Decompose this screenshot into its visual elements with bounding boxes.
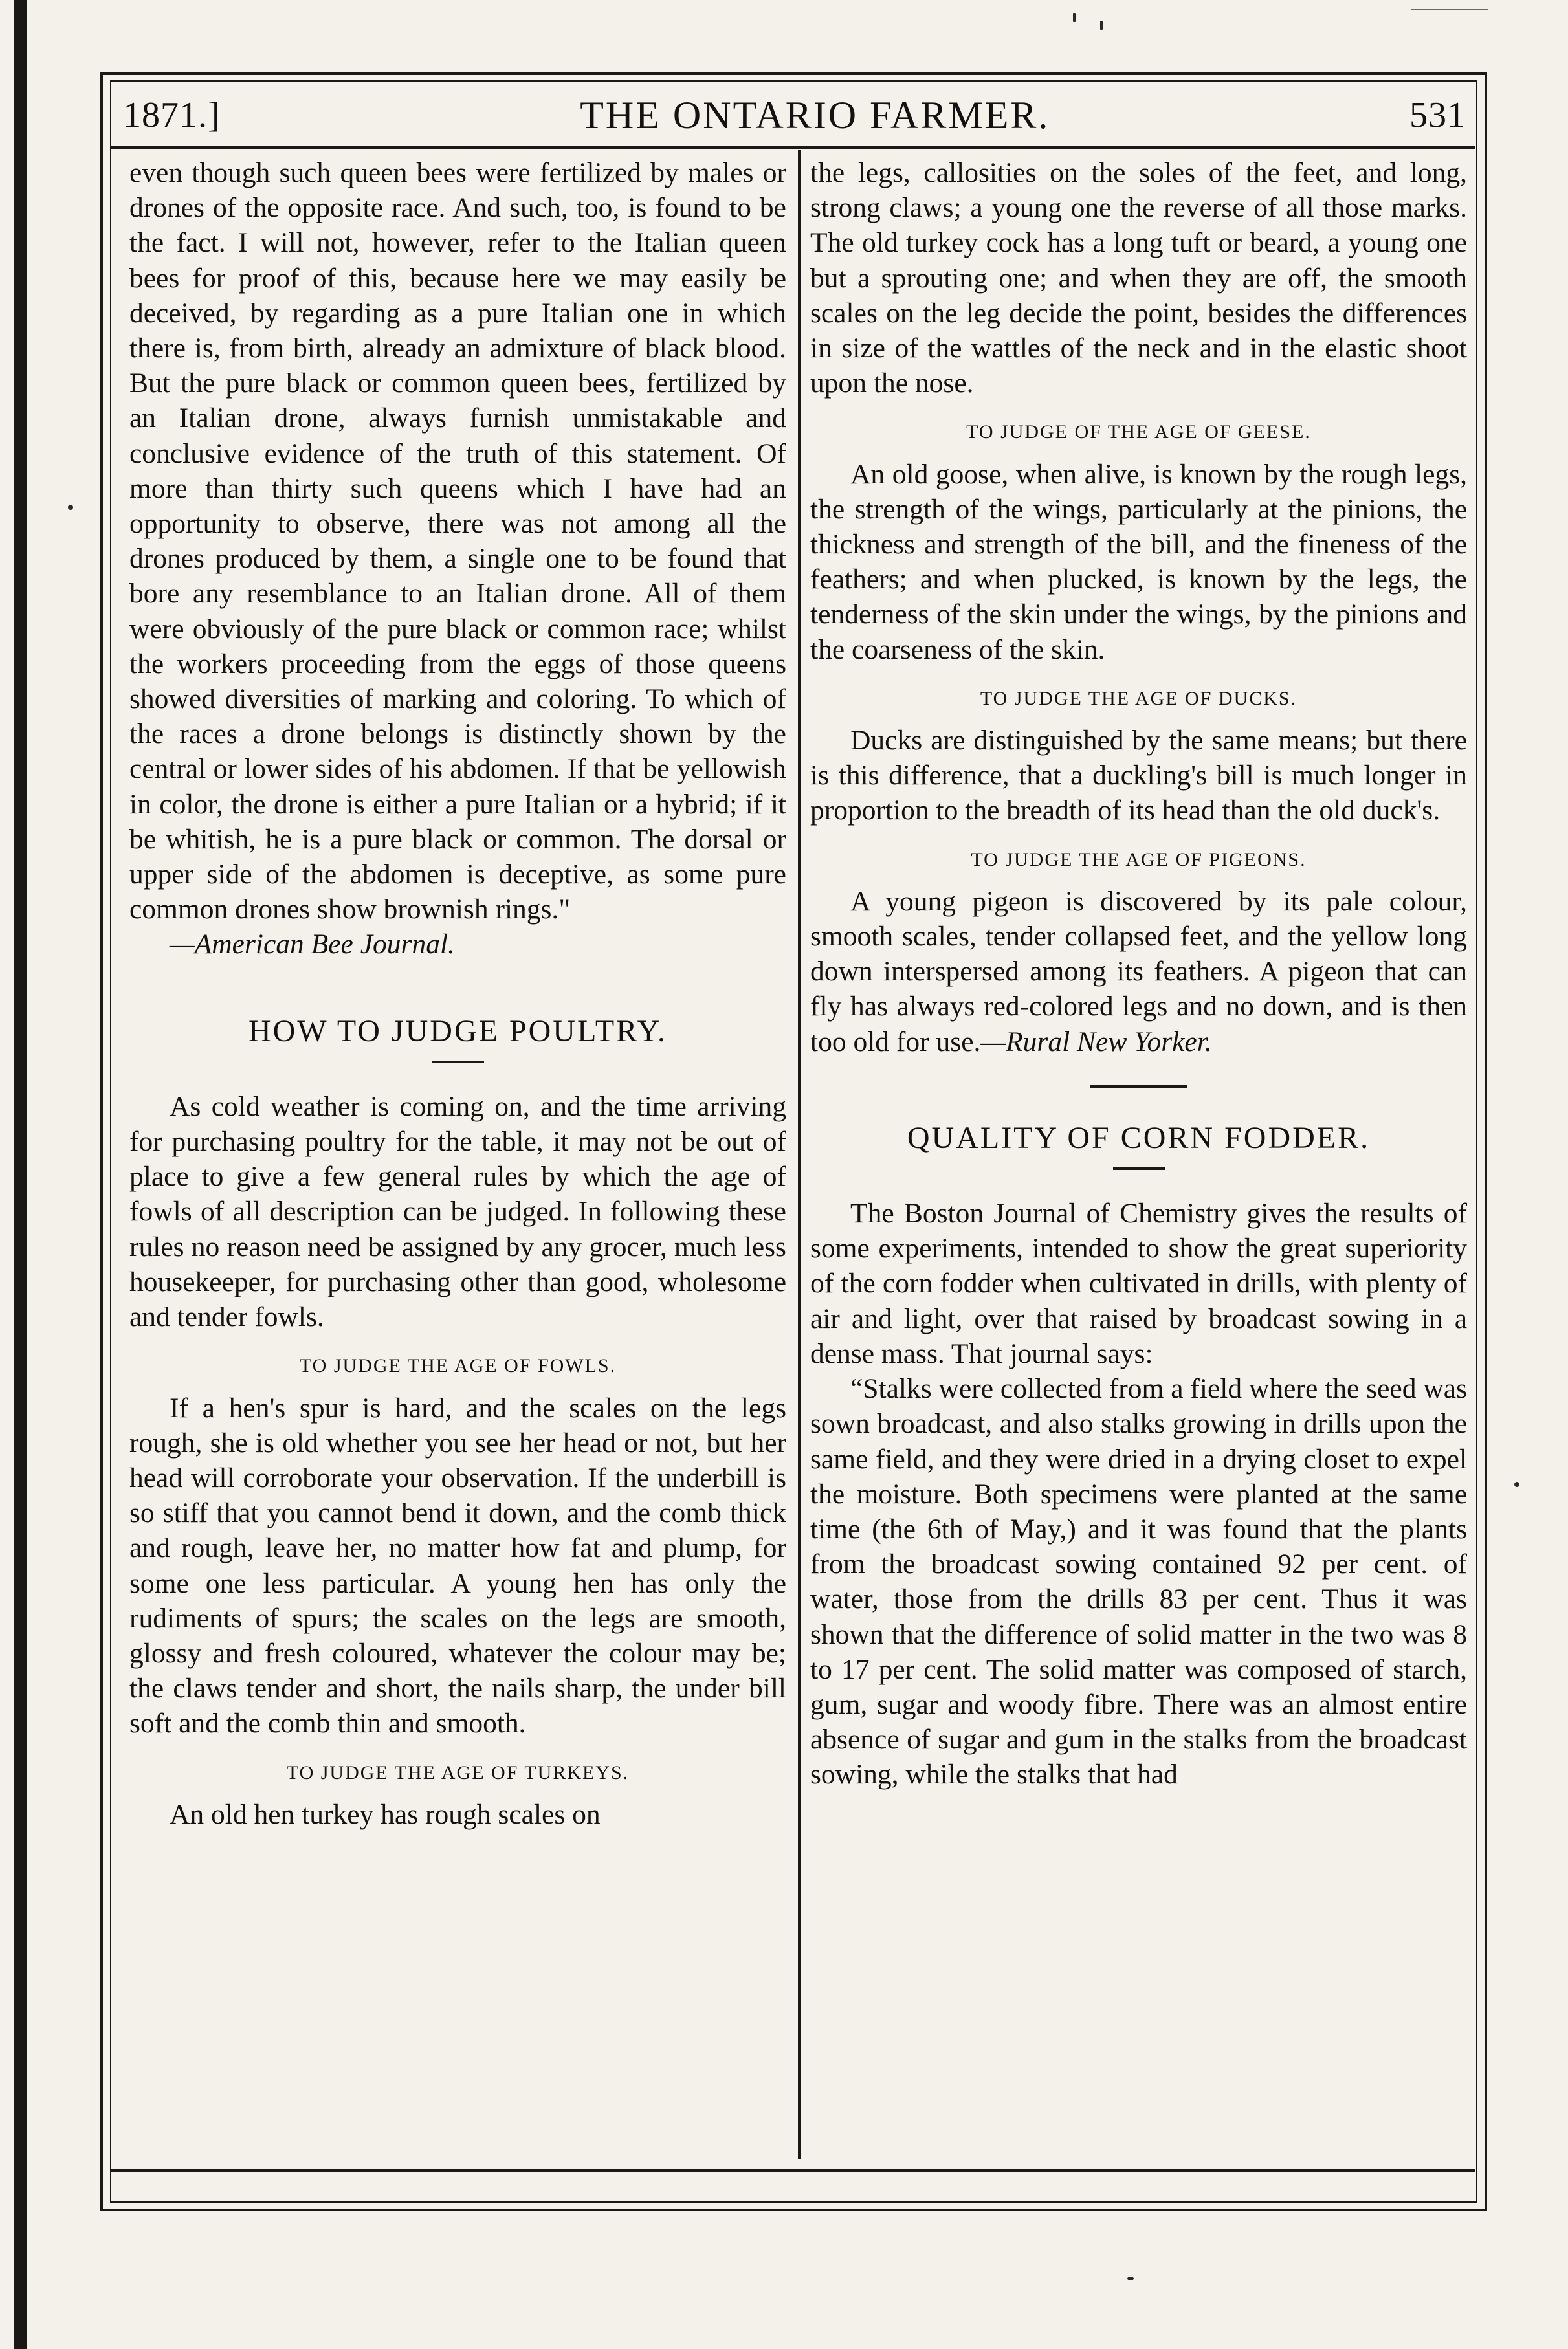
turkeys-paragraph-end: the legs, callosities on the soles of the feet, and long, strong claws; a young one the reverse of all those marks. The old turkey cock has a long tuft or beard, a young one but a sprouting one; and when they are off, the smooth scales on the leg decide the point, besides the differences in size of the wattles of the neck and in the elastic shoot upon the nose. xyxy=(810,157,1467,399)
geese-subheading: TO JUDGE OF THE AGE OF GEESE. xyxy=(966,421,1311,443)
pigeons-subheading: TO JUDGE THE AGE OF PIGEONS. xyxy=(971,848,1307,870)
column-divider xyxy=(798,150,801,2159)
pigeons-source: —Rural New Yorker. xyxy=(980,1026,1212,1057)
print-speck xyxy=(1073,13,1076,22)
footer-rule xyxy=(111,2169,1475,2172)
geese-paragraph: An old goose, when alive, is known by the rough legs, the strength of the wings, particularly at the pinions, the thickness and strength of the bill, and the fineness of the feathers; and when plucked, is known by the legs, the tenderness of the skin under the wings, by the pinions and the coarseness of the skin. xyxy=(810,458,1467,665)
ducks-paragraph: Ducks are distinguished by the same means; but there is this difference, that a duckling's bill is much longer in proportion to the breadth of its head than the old duck's. xyxy=(810,725,1467,826)
running-header xyxy=(123,89,1466,141)
turkeys-subheading: TO JUDGE THE AGE OF TURKEYS. xyxy=(286,1761,630,1783)
corn-fodder-intro: The Boston Journal of Chemistry gives the results of some experiments, intended to show the great superiority of the corn fodder when cultivated in drills, with plenty of air and light, over that raised by broadcast sowing in a dense mass. That journal says: xyxy=(810,1198,1467,1369)
print-speck xyxy=(1514,1482,1519,1487)
poultry-intro: As cold weather is coming on, and the time arriving for purchasing poultry for the table, it may not be out of place to give a few general rules by which the age of fowls of all description can be judged. In following these rules no reason need be assigned by any grocer, much less housekeeper, for purchasing other than good, wholesome and tender fowls. xyxy=(129,1090,786,1333)
header-year: 1871.] xyxy=(123,95,221,135)
pigeons-text: A young pigeon is discovered by its pale colour, smooth scales, tender collapsed feet, and the yellow long down interspersed among its feathers. A pigeon that can fly has always red-colored legs and no down, and is then too old for use. xyxy=(810,885,1467,1057)
corn-fodder-quote: “Stalks were collected from a field where the seed was sown broadcast, and also stalks growing in drills upon the same field, and they were dried in a drying closet to expel the moisture. Both specimens were planted at the same time (the 6th of May,) and it was found that the plants from the broadcast sowing contained 92 per cent. of water, those from the drills 83 per cent. Thus it was shown that the difference of solid matter in the two was 8 to 17 per cent. The solid matter was composed of starch, gum, sugar and woody fibre. There was an almost entire absence of sugar and gum in the stalks from the broadcast sowing, while the stalks that had xyxy=(810,1373,1467,1791)
heading-dash xyxy=(1113,1167,1165,1170)
print-speck xyxy=(1100,21,1103,30)
ducks-subheading: TO JUDGE THE AGE OF DUCKS. xyxy=(980,687,1297,709)
poultry-heading: HOW TO JUDGE POULTRY. xyxy=(248,1013,668,1048)
binding-edge xyxy=(14,0,27,2349)
header-rule xyxy=(111,146,1475,149)
pigeons-paragraph xyxy=(810,884,1467,1059)
article-separator xyxy=(1090,1085,1187,1088)
fowls-subheading: TO JUDGE THE AGE OF FOWLS. xyxy=(299,1355,617,1377)
corn-fodder-heading: QUALITY OF CORN FODDER. xyxy=(907,1120,1371,1155)
print-speck xyxy=(1127,2277,1134,2280)
publication-title: THE ONTARIO FARMER. xyxy=(580,93,1050,137)
heading-dash xyxy=(432,1061,484,1063)
bee-article-continuation: even though such queen bees were fertilized by males or drones of the opposite race. And such, too, is found to be the fact. I will not, however, refer to the Italian queen bees for proof of this, because here we may easily be deceived, by regarding as a pure Italian one in which there is, from birth, already an admixture of black blood. But the pure black or common queen bees, fertilized by an Italian drone, always furnish unmistakable and conclusive evidence of the truth of this statement. Of more than thirty such queens which I have had an opportunity to observe, there was not among all the drones produced by them, a single one to be found that bore any resemblance to an Italian drone. All of them were obviously of the pure black or common race; whilst the workers proceeding from the eggs of those queens showed diversities of marking and coloring. To which of the races a drone belongs is distinctly shown by the central or lower sides of his abdomen. If that be yellowish in color, the drone is either a pure Italian or a hybrid; if it be whitish, he is a pure black or common. The dorsal or upper side of the abdomen is deceptive, as some pure common drones show brownish rings." xyxy=(129,157,786,925)
left-column xyxy=(129,155,786,2161)
turkeys-paragraph-start: An old hen turkey has rough scales on xyxy=(170,1798,601,1830)
right-column xyxy=(810,155,1467,2161)
page-number: 531 xyxy=(1409,95,1466,135)
bee-article-source: —American Bee Journal. xyxy=(170,929,455,960)
print-speck xyxy=(68,505,73,510)
print-speck xyxy=(1411,9,1488,10)
fowls-paragraph: If a hen's spur is hard, and the scales on the legs rough, she is old whether you see her head or not, but her head will corroborate your observation. If the underbill is so stiff that you cannot bend it down, and the comb thick and rough, leave her, no matter how fat and plump, for some one less particular. A young hen has only the rudiments of spurs; the scales on the legs are smooth, glossy and fresh coloured, whatever the colour may be; the claws tender and short, the nails sharp, the under bill soft and the comb thin and smooth. xyxy=(129,1392,786,1739)
